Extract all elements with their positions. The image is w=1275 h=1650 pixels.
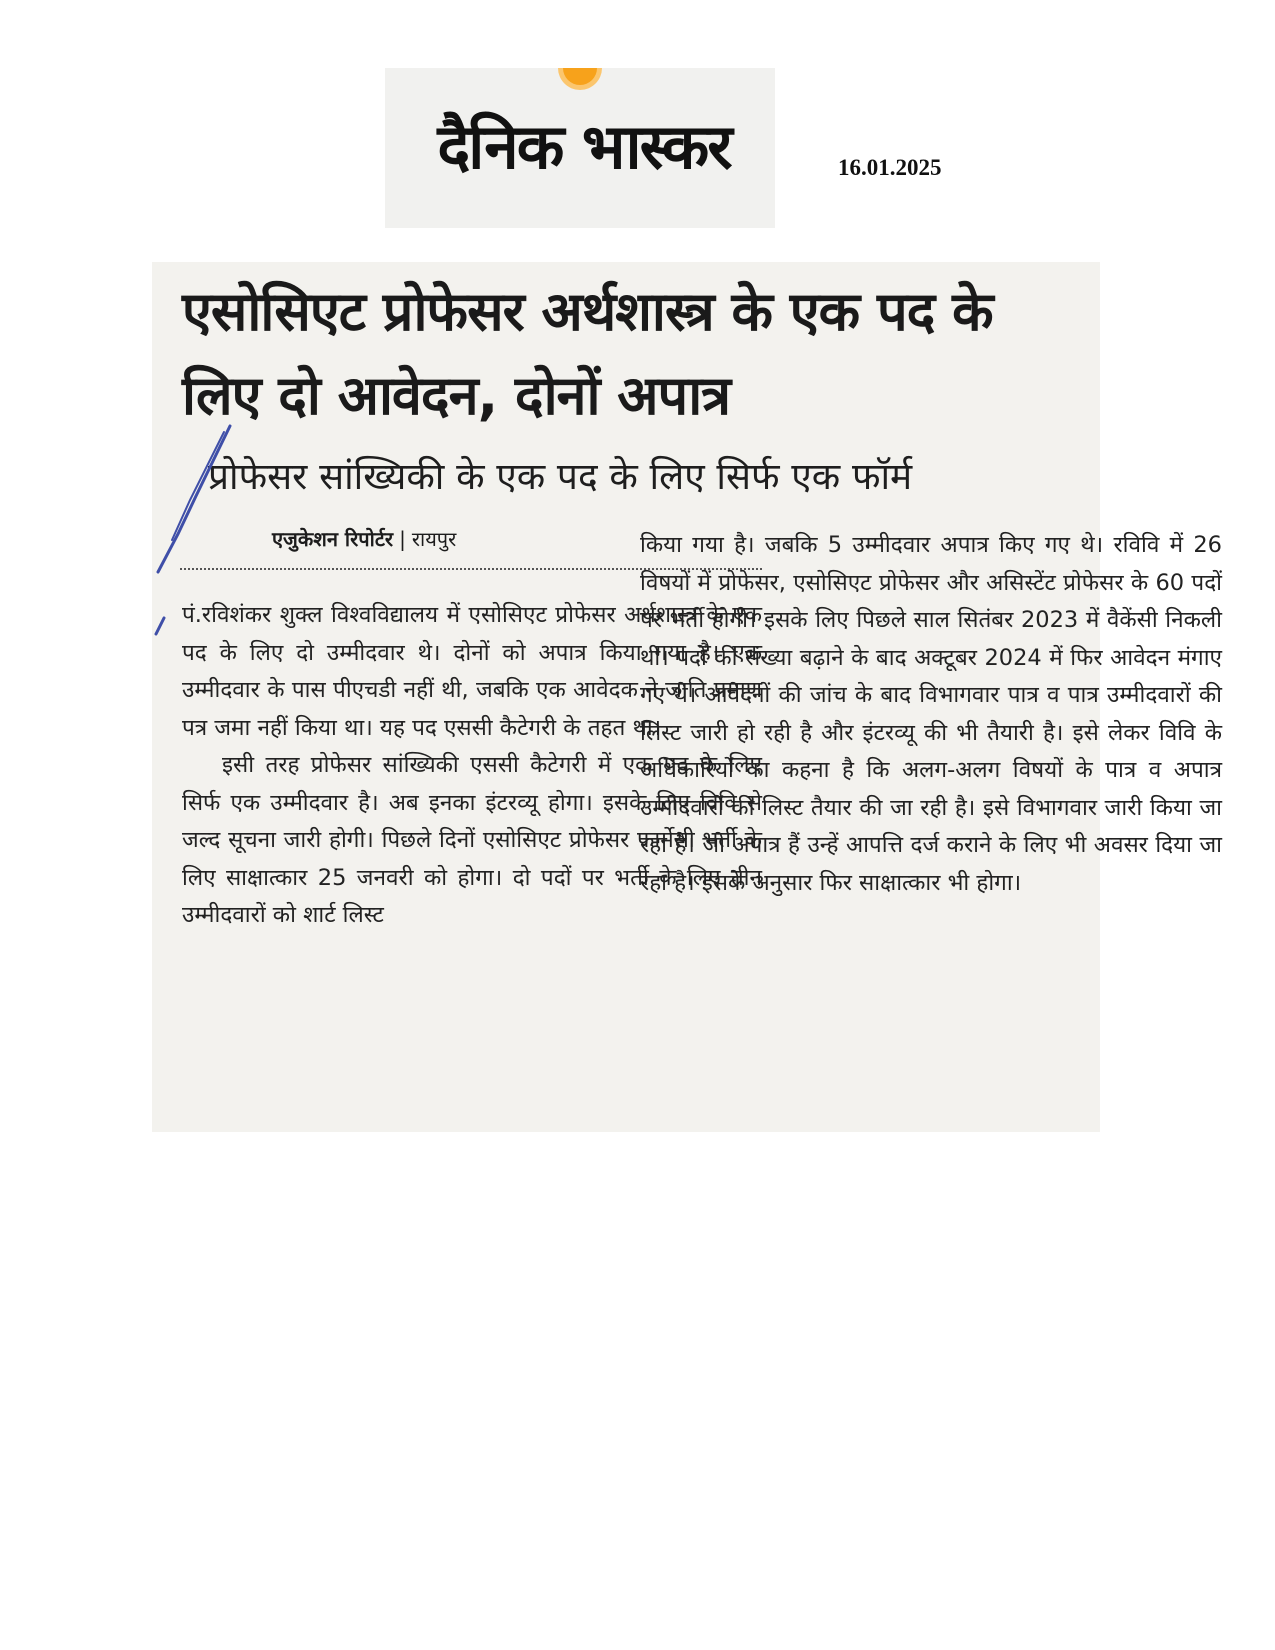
pen-mark-icon [152, 422, 242, 642]
article-headline: एसोसिएट प्रोफेसर अर्थशास्त्र के एक पद के लिए दो आवेदन, दोनों अपात्र [182, 280, 993, 427]
article-paragraph: इसी तरह प्रोफेसर सांख्यिकी एससी कैटेगरी में एक पद के लिए सिर्फ एक उम्मीदवार है। अब इनका इंटरव्यू होगा। इसके लिए विवि से जल्द सूचना जारी होगी। पिछले दिनों एसोसिएट प्रोफेसर फार्मेसी भर्ती के लिए साक्षात्कार 25 जनवरी को होगा। दो पदों पर भर्ती के लिए तीन उम्मीदवारों को शार्ट लिस्ट [182, 752, 762, 928]
publication-date: 16.01.2025 [838, 155, 942, 180]
article-column-right [640, 527, 1222, 902]
article-paragraph: किया गया है। जबकि 5 उम्मीदवार अपात्र किए गए थे। रविवि में 26 विषयों में प्रोफेसर, एसोसिएट प्रोफेसर और असिस्टेंट प्रोफेसर के 60 पदों पर भर्ती होगी। इसके लिए पिछले साल सितंबर 2023 में वैकेंसी निकली थी। पदों की संख्या बढ़ाने के बाद अक्टूबर 2024 में फिर आवेदन मंगाए गए थे। आवेदनों की जांच के बाद विभागवार पात्र व पात्र उम्मीदवारों की लिस्ट जारी हो रही है और इंटरव्यू की भी तैयारी है। इसे लेकर विवि के अधिकारियों का कहना है कि अलग-अलग विषयों के पात्र व अपात्र उम्मीदवारों की लिस्ट तैयार की जा रही है। इसे विभागवार जारी किया जा रहा है। जो अपात्र हैं उन्हें आपत्ति दर्ज कराने के लिए भी अवसर दिया जा रहा है। इसके अनुसार फिर साक्षात्कार भी होगा। [640, 532, 1222, 896]
byline: एजुकेशन रिपोर्टर | रायपुर [272, 527, 457, 551]
newspaper-masthead [385, 68, 775, 228]
article-subheadline: प्रोफेसर सांख्यिकी के एक पद के लिए सिर्फ एक फॉर्म [208, 455, 913, 498]
article-paragraph: पं.रविशंकर शुक्ल विश्वविद्यालय में एसोसिएट प्रोफेसर अर्थशास्त्र के एक पद के लिए दो उम्मीदवार थे। दोनों को अपात्र किया गया है। एक उम्मीदवार के पास पीएचडी नहीं थी, जबकि एक आवेदक ने जाति प्रमाण पत्र जमा नहीं किया था। यह पद एससी कैटेगरी के तहत था। [182, 602, 762, 741]
newspaper-clipping [152, 262, 1222, 1132]
sun-logo-icon [555, 68, 605, 93]
byline-author: एजुकेशन रिपोर्टर [272, 527, 394, 551]
byline-location: रायपुर [411, 527, 457, 551]
newspaper-logo: दैनिक भास्कर [437, 110, 731, 183]
